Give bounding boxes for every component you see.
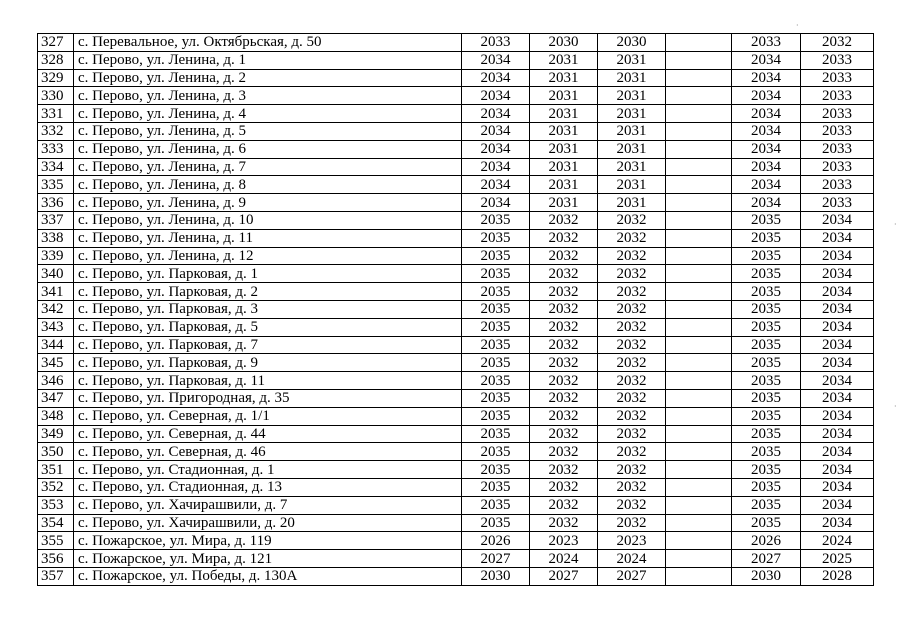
- year-cell-2: 2032: [530, 514, 598, 532]
- year-cell-3: 2031: [598, 51, 666, 69]
- year-cell-2: 2031: [530, 122, 598, 140]
- year-cell-6: 2025: [801, 550, 874, 568]
- row-number-cell: 345: [38, 354, 74, 372]
- year-cell-3: 2031: [598, 69, 666, 87]
- address-cell: с. Перово, ул. Ленина, д. 7: [74, 158, 462, 176]
- year-cell-2: 2031: [530, 69, 598, 87]
- table-row: [38, 354, 874, 372]
- year-cell-4: [666, 407, 732, 425]
- address-cell: с. Перово, ул. Парковая, д. 3: [74, 300, 462, 318]
- year-cell-5: 2035: [732, 443, 801, 461]
- table-row: [38, 478, 874, 496]
- year-cell-5: 2035: [732, 389, 801, 407]
- year-cell-6: 2034: [801, 211, 874, 229]
- address-cell: с. Пожарское, ул. Мира, д. 121: [74, 550, 462, 568]
- row-number-cell: 344: [38, 336, 74, 354]
- year-cell-1: 2034: [462, 105, 530, 123]
- year-cell-3: 2032: [598, 247, 666, 265]
- table-row: [38, 176, 874, 194]
- year-cell-6: 2034: [801, 407, 874, 425]
- year-cell-3: 2023: [598, 532, 666, 550]
- year-cell-1: 2035: [462, 514, 530, 532]
- year-cell-6: 2034: [801, 300, 874, 318]
- year-cell-6: 2033: [801, 122, 874, 140]
- address-cell: с. Пожарское, ул. Мира, д. 119: [74, 532, 462, 550]
- address-cell: с. Перово, ул. Пригородная, д. 35: [74, 389, 462, 407]
- year-cell-6: 2033: [801, 176, 874, 194]
- year-cell-4: [666, 51, 732, 69]
- year-cell-5: 2034: [732, 51, 801, 69]
- year-cell-4: [666, 211, 732, 229]
- year-cell-2: 2032: [530, 300, 598, 318]
- year-cell-6: 2034: [801, 247, 874, 265]
- row-number-cell: 341: [38, 283, 74, 301]
- year-cell-1: 2035: [462, 211, 530, 229]
- table-row: [38, 425, 874, 443]
- row-number-cell: 336: [38, 194, 74, 212]
- row-number-cell: 355: [38, 532, 74, 550]
- row-number-cell: 342: [38, 300, 74, 318]
- year-cell-2: 2031: [530, 87, 598, 105]
- year-cell-5: 2035: [732, 461, 801, 479]
- year-cell-5: 2033: [732, 34, 801, 52]
- table-row: [38, 567, 874, 585]
- year-cell-2: 2032: [530, 425, 598, 443]
- year-cell-4: [666, 229, 732, 247]
- address-cell: с. Перово, ул. Ленина, д. 4: [74, 105, 462, 123]
- year-cell-6: 2034: [801, 283, 874, 301]
- year-cell-6: 2033: [801, 194, 874, 212]
- year-cell-2: 2032: [530, 389, 598, 407]
- year-cell-3: 2032: [598, 336, 666, 354]
- year-cell-2: 2032: [530, 336, 598, 354]
- row-number-cell: 329: [38, 69, 74, 87]
- row-number-cell: 346: [38, 372, 74, 390]
- year-cell-1: 2027: [462, 550, 530, 568]
- row-number-cell: 338: [38, 229, 74, 247]
- year-cell-2: 2031: [530, 194, 598, 212]
- year-cell-1: 2034: [462, 87, 530, 105]
- year-cell-3: 2032: [598, 461, 666, 479]
- year-cell-1: 2035: [462, 407, 530, 425]
- address-cell: с. Перово, ул. Ленина, д. 5: [74, 122, 462, 140]
- year-cell-6: 2033: [801, 105, 874, 123]
- year-cell-5: 2035: [732, 478, 801, 496]
- document-page: [37, 33, 874, 586]
- address-cell: с. Перово, ул. Ленина, д. 8: [74, 176, 462, 194]
- year-cell-4: [666, 87, 732, 105]
- year-cell-3: 2032: [598, 300, 666, 318]
- address-cell: с. Перово, ул. Ленина, д. 10: [74, 211, 462, 229]
- row-number-cell: 357: [38, 567, 74, 585]
- year-cell-2: 2032: [530, 211, 598, 229]
- year-cell-5: 2035: [732, 336, 801, 354]
- row-number-cell: 349: [38, 425, 74, 443]
- year-cell-3: 2032: [598, 354, 666, 372]
- address-cell: с. Перово, ул. Стадионная, д. 1: [74, 461, 462, 479]
- year-cell-4: [666, 372, 732, 390]
- row-number-cell: 331: [38, 105, 74, 123]
- year-cell-1: 2035: [462, 461, 530, 479]
- table-row: [38, 407, 874, 425]
- year-cell-3: 2031: [598, 140, 666, 158]
- table-row: [38, 122, 874, 140]
- address-cell: с. Перово, ул. Ленина, д. 9: [74, 194, 462, 212]
- table-row: [38, 229, 874, 247]
- year-cell-1: 2035: [462, 283, 530, 301]
- table-row: [38, 34, 874, 52]
- year-cell-5: 2035: [732, 318, 801, 336]
- year-cell-2: 2027: [530, 567, 598, 585]
- year-cell-6: 2034: [801, 514, 874, 532]
- year-cell-5: 2027: [732, 550, 801, 568]
- year-cell-2: 2030: [530, 34, 598, 52]
- year-cell-3: 2031: [598, 122, 666, 140]
- year-cell-5: 2034: [732, 87, 801, 105]
- table-row: [38, 265, 874, 283]
- address-cell: с. Перово, ул. Парковая, д. 2: [74, 283, 462, 301]
- year-cell-4: [666, 354, 732, 372]
- year-cell-3: 2032: [598, 496, 666, 514]
- year-cell-2: 2031: [530, 158, 598, 176]
- address-cell: с. Перово, ул. Парковая, д. 11: [74, 372, 462, 390]
- year-cell-3: 2032: [598, 283, 666, 301]
- year-cell-4: [666, 194, 732, 212]
- table-row: [38, 532, 874, 550]
- year-cell-3: 2031: [598, 87, 666, 105]
- year-cell-4: [666, 158, 732, 176]
- address-cell: с. Перово, ул. Северная, д. 44: [74, 425, 462, 443]
- year-cell-1: 2035: [462, 425, 530, 443]
- year-cell-3: 2032: [598, 211, 666, 229]
- year-cell-2: 2032: [530, 478, 598, 496]
- year-cell-3: 2032: [598, 372, 666, 390]
- address-cell: с. Перово, ул. Северная, д. 46: [74, 443, 462, 461]
- table-row: [38, 247, 874, 265]
- year-cell-3: 2031: [598, 176, 666, 194]
- year-cell-3: 2032: [598, 389, 666, 407]
- table-row: [38, 550, 874, 568]
- address-cell: с. Перово, ул. Ленина, д. 1: [74, 51, 462, 69]
- row-number-cell: 335: [38, 176, 74, 194]
- year-cell-1: 2026: [462, 532, 530, 550]
- address-cell: с. Перово, ул. Ленина, д. 6: [74, 140, 462, 158]
- year-cell-2: 2032: [530, 229, 598, 247]
- year-cell-5: 2035: [732, 247, 801, 265]
- year-cell-2: 2032: [530, 283, 598, 301]
- table-row: [38, 372, 874, 390]
- year-cell-1: 2035: [462, 443, 530, 461]
- table-row: [38, 194, 874, 212]
- table-row: [38, 283, 874, 301]
- address-cell: с. Перово, ул. Парковая, д. 5: [74, 318, 462, 336]
- address-cell: с. Перово, ул. Хачирашвили, д. 20: [74, 514, 462, 532]
- year-cell-1: 2035: [462, 300, 530, 318]
- year-cell-1: 2034: [462, 69, 530, 87]
- table-row: [38, 461, 874, 479]
- year-cell-1: 2034: [462, 158, 530, 176]
- year-cell-4: [666, 283, 732, 301]
- year-cell-4: [666, 443, 732, 461]
- address-cell: с. Перово, ул. Ленина, д. 2: [74, 69, 462, 87]
- year-cell-6: 2034: [801, 425, 874, 443]
- year-cell-2: 2032: [530, 496, 598, 514]
- address-cell: с. Пожарское, ул. Победы, д. 130А: [74, 567, 462, 585]
- row-number-cell: 337: [38, 211, 74, 229]
- row-number-cell: 339: [38, 247, 74, 265]
- year-cell-2: 2032: [530, 461, 598, 479]
- year-cell-6: 2034: [801, 229, 874, 247]
- year-cell-1: 2035: [462, 389, 530, 407]
- row-number-cell: 356: [38, 550, 74, 568]
- table-row: [38, 69, 874, 87]
- year-cell-4: [666, 550, 732, 568]
- year-cell-3: 2031: [598, 158, 666, 176]
- scan-mark-top: ·: [796, 21, 799, 30]
- year-cell-6: 2034: [801, 461, 874, 479]
- year-cell-1: 2035: [462, 354, 530, 372]
- year-cell-3: 2027: [598, 567, 666, 585]
- year-cell-4: [666, 389, 732, 407]
- year-cell-4: [666, 336, 732, 354]
- year-cell-4: [666, 265, 732, 283]
- address-cell: с. Перово, ул. Ленина, д. 11: [74, 229, 462, 247]
- year-cell-6: 2033: [801, 51, 874, 69]
- year-cell-5: 2035: [732, 354, 801, 372]
- table-row: [38, 336, 874, 354]
- year-cell-3: 2031: [598, 105, 666, 123]
- year-cell-4: [666, 514, 732, 532]
- year-cell-4: [666, 478, 732, 496]
- year-cell-4: [666, 567, 732, 585]
- year-cell-3: 2032: [598, 407, 666, 425]
- table-row: [38, 300, 874, 318]
- year-cell-5: 2034: [732, 176, 801, 194]
- year-cell-4: [666, 122, 732, 140]
- address-cell: с. Перово, ул. Северная, д. 1/1: [74, 407, 462, 425]
- year-cell-5: 2035: [732, 372, 801, 390]
- year-cell-6: 2033: [801, 158, 874, 176]
- year-cell-1: 2030: [462, 567, 530, 585]
- year-cell-3: 2032: [598, 318, 666, 336]
- year-cell-5: 2034: [732, 69, 801, 87]
- row-number-cell: 334: [38, 158, 74, 176]
- year-cell-2: 2031: [530, 51, 598, 69]
- year-cell-3: 2030: [598, 34, 666, 52]
- year-cell-3: 2032: [598, 425, 666, 443]
- year-cell-5: 2035: [732, 496, 801, 514]
- table-row: [38, 51, 874, 69]
- year-cell-4: [666, 425, 732, 443]
- year-cell-5: 2034: [732, 194, 801, 212]
- year-cell-6: 2034: [801, 496, 874, 514]
- year-cell-2: 2032: [530, 265, 598, 283]
- row-number-cell: 351: [38, 461, 74, 479]
- address-cell: с. Перово, ул. Парковая, д. 7: [74, 336, 462, 354]
- year-cell-4: [666, 318, 732, 336]
- table-body: [38, 34, 874, 586]
- year-cell-1: 2035: [462, 336, 530, 354]
- year-cell-5: 2035: [732, 407, 801, 425]
- year-cell-1: 2034: [462, 140, 530, 158]
- row-number-cell: 350: [38, 443, 74, 461]
- address-cell: с. Перово, ул. Ленина, д. 12: [74, 247, 462, 265]
- year-cell-6: 2034: [801, 336, 874, 354]
- year-cell-4: [666, 247, 732, 265]
- year-cell-6: 2033: [801, 87, 874, 105]
- year-cell-4: [666, 176, 732, 194]
- year-cell-1: 2033: [462, 34, 530, 52]
- year-cell-1: 2034: [462, 51, 530, 69]
- year-cell-1: 2035: [462, 496, 530, 514]
- year-cell-5: 2035: [732, 265, 801, 283]
- year-cell-5: 2034: [732, 105, 801, 123]
- year-cell-2: 2032: [530, 318, 598, 336]
- year-cell-4: [666, 532, 732, 550]
- row-number-cell: 340: [38, 265, 74, 283]
- year-cell-5: 2035: [732, 283, 801, 301]
- scan-mark-right-lower: ·: [894, 402, 897, 411]
- year-cell-2: 2023: [530, 532, 598, 550]
- housing-schedule-table: [37, 33, 874, 586]
- year-cell-5: 2035: [732, 300, 801, 318]
- table-row: [38, 514, 874, 532]
- year-cell-3: 2032: [598, 478, 666, 496]
- row-number-cell: 333: [38, 140, 74, 158]
- table-row: [38, 496, 874, 514]
- year-cell-4: [666, 34, 732, 52]
- year-cell-3: 2031: [598, 194, 666, 212]
- year-cell-2: 2032: [530, 443, 598, 461]
- year-cell-6: 2032: [801, 34, 874, 52]
- year-cell-3: 2032: [598, 514, 666, 532]
- address-cell: с. Перово, ул. Хачирашвили, д. 7: [74, 496, 462, 514]
- year-cell-5: 2034: [732, 122, 801, 140]
- table-row: [38, 211, 874, 229]
- year-cell-5: 2035: [732, 211, 801, 229]
- row-number-cell: 332: [38, 122, 74, 140]
- year-cell-6: 2028: [801, 567, 874, 585]
- row-number-cell: 343: [38, 318, 74, 336]
- year-cell-1: 2035: [462, 478, 530, 496]
- year-cell-6: 2034: [801, 443, 874, 461]
- address-cell: с. Перово, ул. Парковая, д. 9: [74, 354, 462, 372]
- table-row: [38, 87, 874, 105]
- scan-mark-right: ·: [894, 220, 897, 229]
- year-cell-6: 2034: [801, 318, 874, 336]
- address-cell: с. Перово, ул. Стадионная, д. 13: [74, 478, 462, 496]
- year-cell-5: 2035: [732, 514, 801, 532]
- year-cell-5: 2030: [732, 567, 801, 585]
- year-cell-5: 2035: [732, 229, 801, 247]
- year-cell-6: 2034: [801, 478, 874, 496]
- year-cell-2: 2024: [530, 550, 598, 568]
- year-cell-3: 2024: [598, 550, 666, 568]
- year-cell-1: 2035: [462, 372, 530, 390]
- year-cell-4: [666, 69, 732, 87]
- year-cell-6: 2033: [801, 69, 874, 87]
- year-cell-2: 2031: [530, 140, 598, 158]
- year-cell-3: 2032: [598, 265, 666, 283]
- year-cell-2: 2031: [530, 105, 598, 123]
- year-cell-3: 2032: [598, 443, 666, 461]
- row-number-cell: 352: [38, 478, 74, 496]
- year-cell-5: 2035: [732, 425, 801, 443]
- year-cell-2: 2032: [530, 354, 598, 372]
- year-cell-6: 2034: [801, 265, 874, 283]
- table-row: [38, 318, 874, 336]
- year-cell-1: 2035: [462, 318, 530, 336]
- table-row: [38, 140, 874, 158]
- row-number-cell: 327: [38, 34, 74, 52]
- year-cell-2: 2032: [530, 247, 598, 265]
- year-cell-6: 2033: [801, 140, 874, 158]
- year-cell-6: 2034: [801, 372, 874, 390]
- year-cell-1: 2034: [462, 194, 530, 212]
- row-number-cell: 330: [38, 87, 74, 105]
- row-number-cell: 328: [38, 51, 74, 69]
- table-row: [38, 443, 874, 461]
- table-row: [38, 105, 874, 123]
- year-cell-6: 2034: [801, 354, 874, 372]
- address-cell: с. Перово, ул. Ленина, д. 3: [74, 87, 462, 105]
- row-number-cell: 348: [38, 407, 74, 425]
- year-cell-5: 2034: [732, 140, 801, 158]
- address-cell: с. Перово, ул. Парковая, д. 1: [74, 265, 462, 283]
- year-cell-5: 2026: [732, 532, 801, 550]
- table-row: [38, 158, 874, 176]
- table-row: [38, 389, 874, 407]
- row-number-cell: 353: [38, 496, 74, 514]
- year-cell-1: 2034: [462, 176, 530, 194]
- row-number-cell: 347: [38, 389, 74, 407]
- year-cell-4: [666, 461, 732, 479]
- year-cell-4: [666, 105, 732, 123]
- year-cell-1: 2034: [462, 122, 530, 140]
- year-cell-4: [666, 496, 732, 514]
- year-cell-3: 2032: [598, 229, 666, 247]
- year-cell-2: 2032: [530, 407, 598, 425]
- year-cell-4: [666, 300, 732, 318]
- year-cell-2: 2031: [530, 176, 598, 194]
- row-number-cell: 354: [38, 514, 74, 532]
- year-cell-1: 2035: [462, 229, 530, 247]
- year-cell-6: 2034: [801, 389, 874, 407]
- year-cell-2: 2032: [530, 372, 598, 390]
- year-cell-5: 2034: [732, 158, 801, 176]
- year-cell-6: 2024: [801, 532, 874, 550]
- year-cell-1: 2035: [462, 247, 530, 265]
- year-cell-4: [666, 140, 732, 158]
- address-cell: с. Перевальное, ул. Октябрьская, д. 50: [74, 34, 462, 52]
- year-cell-1: 2035: [462, 265, 530, 283]
